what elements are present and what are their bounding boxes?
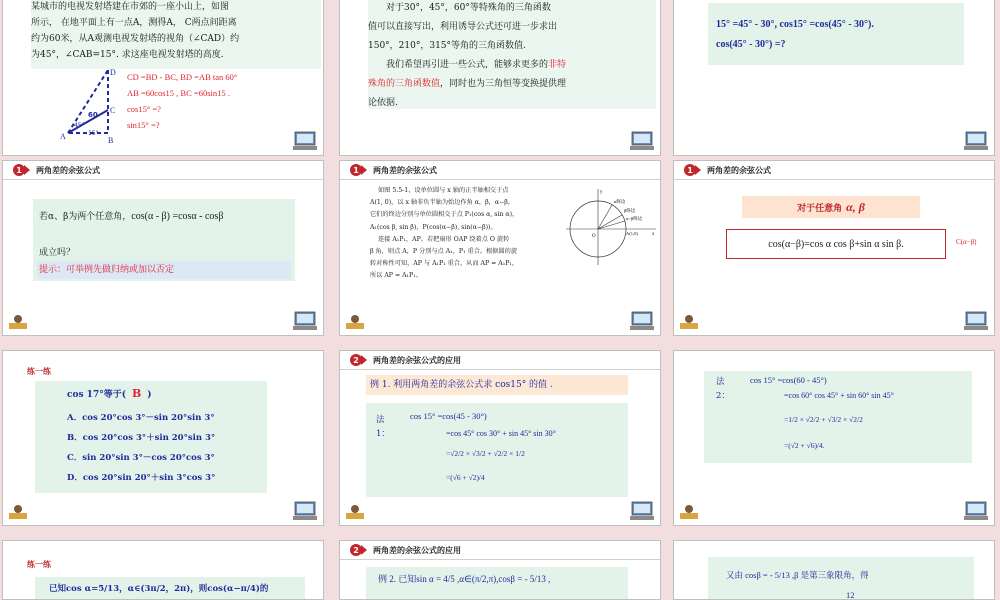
problem-line-3: 约为60米，从A观测电视发射塔的视角（∠CAD）约	[31, 34, 240, 44]
choice-box	[35, 381, 267, 493]
method-label	[716, 375, 730, 403]
section-title: 两角差的余弦公式	[373, 165, 437, 175]
method-2-box	[704, 371, 972, 463]
option-a[interactable]: A．cos 20°cos 3°－sin 20°sin 3°	[67, 413, 215, 423]
arrow-icon	[695, 165, 701, 175]
section-title: 两角差的余弦公式	[36, 165, 100, 175]
proof-line-1: 如图 5.5-1，设单位圆与 x 轴的正半轴相交于点	[378, 187, 509, 194]
intro-line-3: 150°，210°，315°等角的三角函数值.	[368, 41, 526, 51]
method-label-1: 法	[376, 415, 385, 425]
origin-label: O	[592, 234, 596, 239]
computer-icon	[964, 501, 988, 521]
step-2: =cos 45° cos 30° + sin 45° sin 30°	[446, 429, 556, 438]
proof-line-6: β 角，则点 A，P 分别与点 A₁，P₁ 重合。根据圆的旋	[370, 248, 518, 256]
computer-icon	[293, 311, 317, 331]
formula-list	[127, 69, 237, 133]
tower-triangle-figure	[58, 65, 128, 145]
method-label-2: 1：	[376, 429, 390, 439]
practice-question	[35, 577, 305, 600]
slide-header	[340, 541, 660, 559]
method-label-2: 2：	[716, 391, 730, 401]
condition-math: α, β	[846, 199, 865, 214]
teacher-logo-icon	[344, 313, 366, 331]
hint-label: 提示：	[39, 265, 67, 275]
proof-line-7: 转对称性可知，AP 与 A₁P₁ 重合，从而 AP = A₁P₁，	[370, 260, 519, 268]
practice-stem: 已知cos α=	[49, 584, 99, 594]
condition-box	[742, 196, 920, 218]
computer-icon	[964, 311, 988, 331]
step-1: cos 15° =cos(60 - 45°)	[750, 375, 827, 385]
formula-ab: AB =60cos15 , BC =60sin15 .	[127, 88, 230, 98]
label-c: C	[110, 106, 116, 115]
hint-text: 可举例先做归纳或加以否定	[66, 265, 175, 275]
formula-sin15: sin15° =?	[127, 120, 160, 130]
problem-line-2: 所示， 在地平面上有一点A，测得A， C两点间距离	[31, 18, 237, 28]
practice-title: 练一练	[27, 560, 51, 569]
proof-line-8: 所以 AP = A₁P₁。	[370, 272, 422, 280]
intro-highlight-1: 非特	[548, 60, 567, 70]
computer-icon	[293, 501, 317, 521]
arrow-icon	[24, 165, 30, 175]
label-b: B	[108, 136, 114, 145]
section-number-badge: 1	[13, 164, 25, 176]
example-2-text: 例 2. 已知sin α = 4/5 ,α∈(π/2,π),cosβ = - 5/13 ,	[366, 567, 628, 600]
slide-12[interactable]	[673, 540, 995, 600]
intro-line-5: ，同时也为三角恒等变换提供理	[440, 79, 567, 89]
slide-6[interactable]	[673, 160, 995, 336]
label-d: D	[110, 68, 116, 77]
formula-cos15: cos15° =?	[127, 104, 161, 114]
unit-circle-figure	[564, 187, 658, 267]
continuation-line-1: 又由 cosβ = - 5/13 ,β 是第三象限角，得	[726, 570, 869, 580]
problem-line-4: 为45°，∠CAB=15°. 求这座电视发射塔的高度.	[31, 50, 224, 60]
arrow-icon	[361, 355, 367, 365]
practice-stem-2: ，α∈(3π/2，2π)，则cos(α−π/4)的	[119, 584, 269, 594]
section-number-badge: 2	[350, 544, 362, 556]
beta-terminal-label: β终边	[624, 208, 636, 213]
intro-line-1: 对于30°，45°，60°等特殊角的三角函数	[386, 3, 551, 13]
teacher-logo-icon	[344, 503, 366, 521]
question-box	[33, 199, 295, 281]
step-4: =(√2 + √6)/4.	[784, 441, 825, 450]
slide-1[interactable]	[2, 0, 324, 156]
section-title: 两角差的余弦公式的应用	[373, 545, 461, 555]
problem-line-1: 某城市的电视发射塔建在市郊的一座小山上，如图	[31, 2, 230, 12]
arrow-icon	[361, 165, 367, 175]
slide-3[interactable]	[673, 0, 995, 156]
method-label	[376, 413, 390, 441]
slide-5[interactable]	[339, 160, 661, 336]
section-number-badge: 1	[684, 164, 696, 176]
slide-8[interactable]	[339, 350, 661, 526]
intro-highlight-2: 殊角的三角函数值	[368, 79, 441, 89]
option-b[interactable]: B．cos 20°cos 3°＋sin 20°sin 3°	[67, 433, 216, 443]
computer-icon	[630, 501, 654, 521]
point-a-label: A(1,0)	[626, 231, 638, 236]
section-number-badge: 1	[350, 164, 362, 176]
example-title: 例 1. 利用两角差的余弦公式求 cos15° 的值 .	[366, 375, 628, 395]
question-formula: cos(α - β) =cosα - cosβ	[131, 211, 224, 222]
answer-letter: B	[131, 387, 142, 400]
option-c[interactable]: C．sin 20°sin 3°－cos 20°cos 3°	[67, 453, 215, 463]
teacher-logo-icon	[7, 503, 29, 521]
label-15: 15°	[88, 130, 99, 137]
method-1-box	[366, 403, 628, 497]
slide-11[interactable]	[339, 540, 661, 600]
formula-box: cos(α−β)=cos α cos β+sin α sin β.	[726, 229, 946, 259]
condition-text: 对于任意角	[797, 203, 843, 214]
slide-7[interactable]	[2, 350, 324, 526]
step-1: cos 15° =cos(45 - 30°)	[410, 411, 487, 421]
slide-10[interactable]	[2, 540, 324, 600]
intro-box	[368, 0, 656, 109]
alpha-terminal-label: α终边	[614, 199, 626, 204]
intro-line-4: 我们希望再引进一些公式，能够求更多的	[386, 60, 549, 70]
continuation-box	[708, 557, 974, 600]
section-number-badge: 2	[350, 354, 362, 366]
intro-line-6: 论依据.	[368, 98, 398, 108]
proof-line-2: A(1, 0)，以 x 轴非负半轴为始边作角 α，β，α−β，	[370, 199, 515, 207]
decompose-line-1: 15° =45° - 30°, cos15° =cos(45° - 30°).	[716, 19, 874, 30]
proof-text	[370, 185, 570, 283]
computer-icon	[964, 131, 988, 151]
slide-4[interactable]	[2, 160, 324, 336]
step-2: =cos 60° cos 45° + sin 60° sin 45°	[784, 391, 894, 400]
problem-box	[31, 0, 321, 69]
teacher-logo-icon	[7, 313, 29, 331]
computer-icon	[630, 311, 654, 331]
step-3: =1/2 × √2/2 + √3/2 × √2/2	[784, 415, 863, 424]
label-45: 45°	[74, 122, 85, 129]
proof-line-3: 它们的终边分别与单位圆相交于点 P₁(cos α, sin α)，	[370, 211, 519, 219]
intro-line-2: 值可以直接写出，利用诱导公式还可进一步求出	[368, 22, 558, 32]
proof-line-5: 连接 A₁P₁，AP。若把扇形 OAP 绕着点 O 旋转	[378, 235, 510, 243]
proof-line-4: A₁(cos β, sin β)，P(cos(α−β), sin(α−β))。	[370, 223, 497, 231]
practice-fraction: 5/13	[98, 584, 120, 594]
decompose-box	[708, 3, 964, 65]
practice-title: 练一练	[27, 367, 51, 376]
axis-x-label: x	[652, 232, 655, 237]
section-title: 两角差的余弦公式	[707, 165, 771, 175]
slide-9[interactable]	[673, 350, 995, 526]
question-text: 若α、β为两个任意角，	[39, 212, 132, 222]
hint-box	[37, 261, 291, 279]
slide-header	[674, 161, 994, 179]
question-line	[67, 387, 152, 400]
slide-2[interactable]	[339, 0, 661, 156]
label-60: 60	[88, 111, 98, 119]
slide-header	[3, 161, 323, 179]
question-stem: cos 17°等于(	[67, 390, 126, 400]
step-4: =(√6 + √2)/4	[446, 473, 485, 482]
method-label-1: 法	[716, 377, 725, 387]
formula-tag: C(α−β)	[956, 238, 977, 246]
teacher-logo-icon	[678, 313, 700, 331]
question-text-2: 成立吗？	[39, 248, 76, 258]
slide-header	[340, 161, 660, 179]
alpha-minus-beta-label: α−β终边	[626, 216, 643, 221]
option-d[interactable]: D．cos 20°sin 20°＋sin 3°cos 3°	[67, 473, 216, 483]
decompose-line-2: cos(45° - 30°) =?	[716, 39, 786, 50]
axis-y-label: y	[600, 190, 603, 195]
teacher-logo-icon	[678, 503, 700, 521]
formula-cd: CD =BD - BC, BD =AB tan 60°	[127, 72, 238, 82]
step-3: =√2/2 × √3/2 + √2/2 × 1/2	[446, 449, 525, 458]
continuation-line-2: 12	[846, 590, 855, 600]
section-title: 两角差的余弦公式的应用	[373, 355, 461, 365]
slide-header	[340, 351, 660, 369]
computer-icon	[293, 131, 317, 151]
computer-icon	[630, 131, 654, 151]
question-close: )	[147, 390, 152, 400]
arrow-icon	[361, 545, 367, 555]
label-a: A	[60, 132, 66, 141]
